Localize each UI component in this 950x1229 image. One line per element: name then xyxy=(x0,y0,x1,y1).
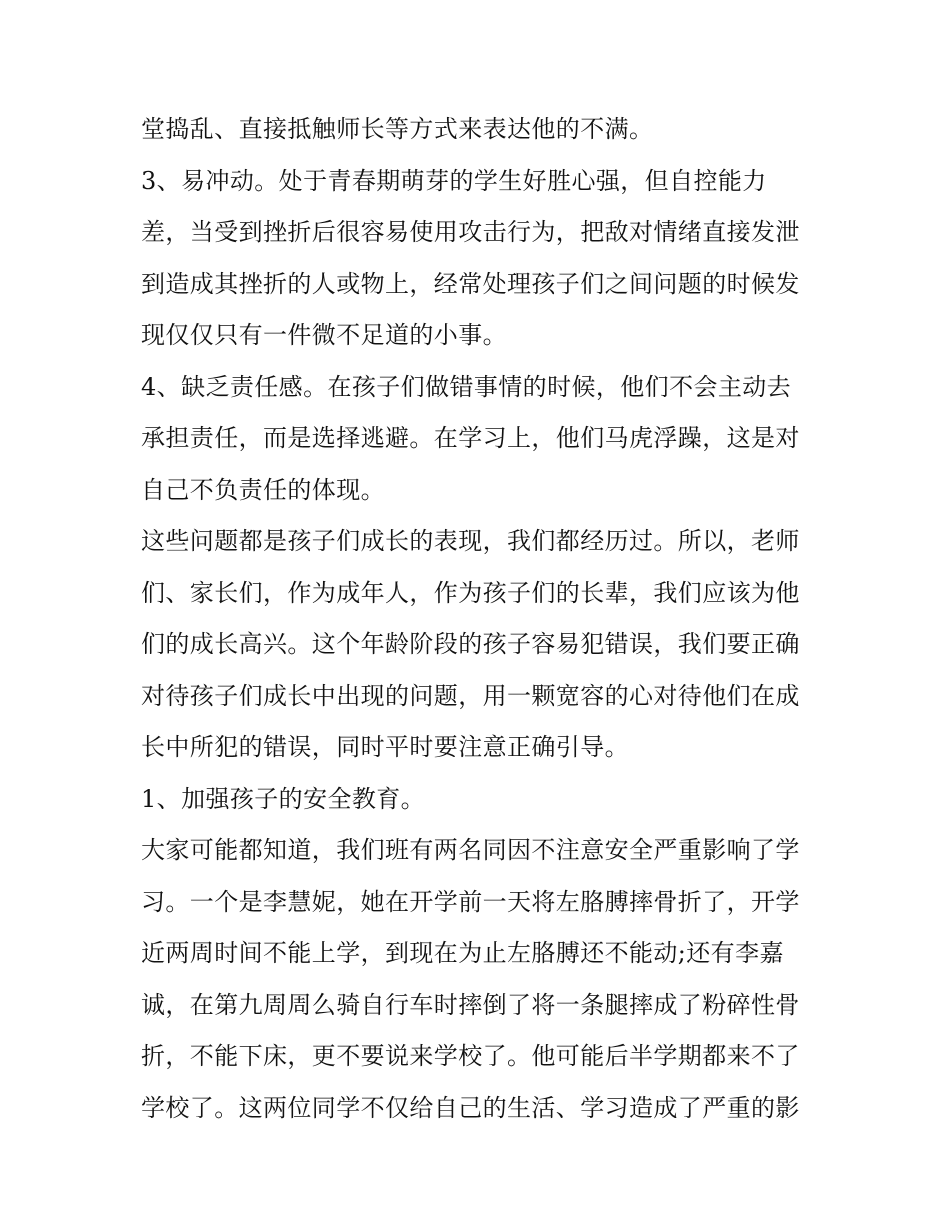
text-line: 对待孩子们成长中出现的问题，用一颗宽容的心对待他们在成 xyxy=(141,681,800,710)
text-line: 大家可能都知道，我们班有两名同因不注意安全严重影响了学 xyxy=(141,836,800,864)
text-line: 差，当受到挫折后很容易使用攻击行为，把敌对情绪直接发泄 xyxy=(141,218,800,246)
text-line: 近两周时间不能上学，到现在为止左胳膊还不能动;还有李嘉 xyxy=(141,939,784,967)
text-line: 这些问题都是孩子们成长的表现，我们都经历过。所以，老师 xyxy=(141,527,800,555)
text-line: 堂捣乱、直接抵触师长等方式来表达他的不满。 xyxy=(141,115,654,143)
text-line: 学校了。这两位同学不仅给自己的生活、学习造成了严重的影 xyxy=(141,1093,800,1122)
text-line: 折，不能下床，更不要说来学校了。他可能后半学期都来不了 xyxy=(141,1042,800,1070)
text-line: 们、家长们，作为成年人，作为孩子们的长辈，我们应该为他 xyxy=(141,578,800,607)
text-line: 自己不负责任的体现。 xyxy=(141,475,385,504)
text-line: 习。一个是李慧妮，她在开学前一天将左胳膊摔骨折了，开学 xyxy=(141,887,800,916)
text-line: 1、加强孩子的安全教育。 xyxy=(141,784,426,813)
text-line: 到造成其挫折的人或物上，经常处理孩子们之间问题的时候发 xyxy=(141,269,800,298)
text-line: 现仅仅只有一件微不足道的小事。 xyxy=(141,321,507,349)
text-line: 承担责任，而是选择逃避。在学习上，他们马虎浮躁，这是对 xyxy=(141,424,800,452)
text-line: 长中所犯的错误，同时平时要注意正确引导。 xyxy=(141,733,629,761)
text-line: 4、缺乏责任感。在孩子们做错事情的时候，他们不会主动去 xyxy=(141,372,792,401)
text-line: 3、易冲动。处于青春期萌芽的学生好胜心强，但自控能力 xyxy=(141,166,767,195)
text-line: 诚，在第九周周么骑自行车时摔倒了将一条腿摔成了粉碎性骨 xyxy=(141,990,800,1019)
document-body xyxy=(141,104,821,1134)
text-line: 们的成长高兴。这个年龄阶段的孩子容易犯错误，我们要正确 xyxy=(141,630,800,658)
